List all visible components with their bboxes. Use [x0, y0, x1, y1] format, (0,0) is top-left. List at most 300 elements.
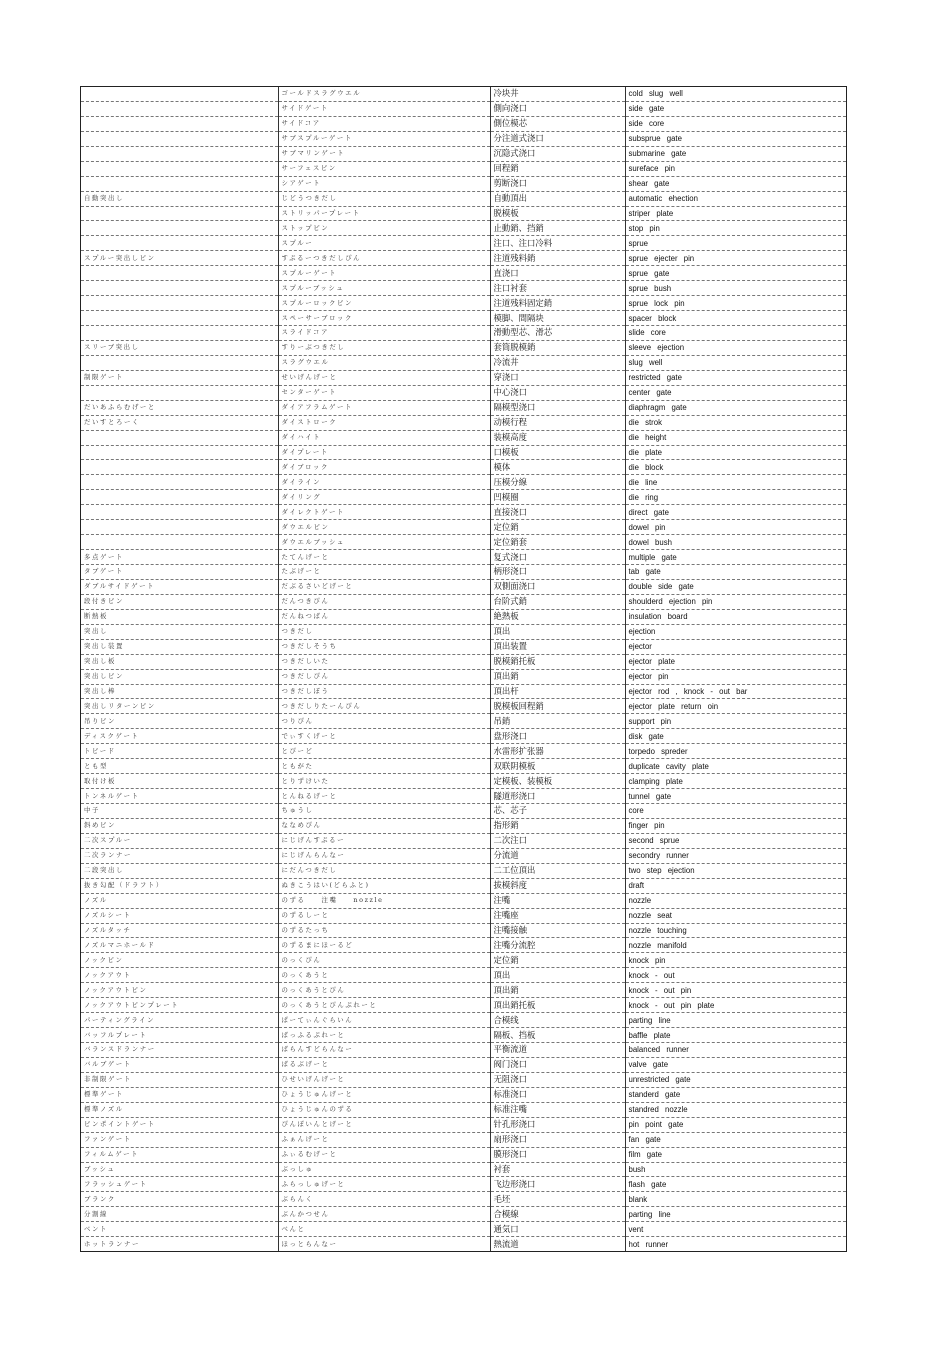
- chinese-term-cell: 模体: [490, 460, 625, 475]
- table-row: [81, 968, 846, 983]
- kana-reading-cell: たてんげーと: [278, 550, 490, 565]
- kanji-term-cell: [81, 445, 278, 460]
- kana-reading-cell: ちゅうし: [278, 804, 490, 819]
- table-row: [81, 385, 846, 400]
- kanji-term-cell: 突出し板: [81, 654, 278, 669]
- table-row: [81, 131, 846, 146]
- english-term-cell: core: [625, 804, 846, 819]
- chinese-term-cell: 压模分線: [490, 475, 625, 490]
- kanji-term-cell: パーティングライン: [81, 1013, 278, 1028]
- kana-reading-cell: スプルーブッシュ: [278, 281, 490, 296]
- table-row: [81, 759, 846, 774]
- glossary-table: [81, 87, 846, 1251]
- kana-reading-cell: シアゲート: [278, 176, 490, 191]
- table-row: [81, 311, 846, 326]
- kanji-term-cell: 自動突出し: [81, 191, 278, 206]
- table-row: [81, 266, 846, 281]
- chinese-term-cell: 止動銷、挡銷: [490, 221, 625, 236]
- kanji-term-cell: ブッシュ: [81, 1162, 278, 1177]
- kanji-term-cell: だいすとろーく: [81, 415, 278, 430]
- table-row: [81, 908, 846, 923]
- kanji-term-cell: 二段突出し: [81, 863, 278, 878]
- kana-reading-cell: のずるまにほーるど: [278, 938, 490, 953]
- kana-reading-cell: つきだしいた: [278, 654, 490, 669]
- kana-reading-cell: じどうつきだし: [278, 191, 490, 206]
- kanji-term-cell: ノズル: [81, 893, 278, 908]
- chinese-term-cell: 动模行程: [490, 415, 625, 430]
- kana-reading-cell: とぴーど: [278, 744, 490, 759]
- kana-reading-cell: つきだし: [278, 624, 490, 639]
- english-term-cell: side gate: [625, 101, 846, 116]
- chinese-term-cell: 口模板: [490, 445, 625, 460]
- english-term-cell: nozzle manifold: [625, 938, 846, 953]
- kanji-term-cell: [81, 311, 278, 326]
- table-row: [81, 101, 846, 116]
- kana-reading-cell: スプルーゲート: [278, 266, 490, 281]
- table-row: [81, 953, 846, 968]
- chinese-term-cell: 定位銷套: [490, 535, 625, 550]
- table-row: [81, 520, 846, 535]
- kana-reading-cell: とんねるげーと: [278, 789, 490, 804]
- kana-reading-cell: ぴんぽいんとげーと: [278, 1117, 490, 1132]
- table-row: [81, 789, 846, 804]
- english-term-cell: vent: [625, 1222, 846, 1237]
- table-row: [81, 535, 846, 550]
- kana-reading-cell: のずるしーと: [278, 908, 490, 923]
- chinese-term-cell: 頂出: [490, 968, 625, 983]
- english-term-cell: ejection: [625, 624, 846, 639]
- chinese-term-cell: 沉隐式浇口: [490, 146, 625, 161]
- kanji-term-cell: 標準ノズル: [81, 1102, 278, 1117]
- english-term-cell: nozzle touching: [625, 923, 846, 938]
- table-row: [81, 326, 846, 341]
- kana-reading-cell: ひょうじゅんのずる: [278, 1102, 490, 1117]
- table-row: [81, 116, 846, 131]
- english-term-cell: ejector pin: [625, 669, 846, 684]
- english-term-cell: standerd gate: [625, 1087, 846, 1102]
- kanji-term-cell: 突出しピン: [81, 669, 278, 684]
- kana-reading-cell: ぬきこうはい(どらふと): [278, 878, 490, 893]
- table-row: [81, 1117, 846, 1132]
- kana-reading-cell: サブスプルーゲート: [278, 131, 490, 146]
- table-row: [81, 699, 846, 714]
- table-row: [81, 565, 846, 580]
- kana-reading-cell: サブマリンゲート: [278, 146, 490, 161]
- chinese-term-cell: 熱流道: [490, 1237, 625, 1251]
- chinese-term-cell: 凹模圈: [490, 490, 625, 505]
- chinese-term-cell: 注口衬套: [490, 281, 625, 296]
- kanji-term-cell: だいあふらむげーと: [81, 400, 278, 415]
- english-term-cell: die line: [625, 475, 846, 490]
- chinese-term-cell: 台阶式銷: [490, 594, 625, 609]
- kana-reading-cell: スプルーロックピン: [278, 296, 490, 311]
- kanji-term-cell: ホットランナー: [84, 1239, 140, 1248]
- english-term-cell: sprue ejecter pin: [625, 251, 846, 266]
- table-row: [81, 878, 846, 893]
- kanji-term-cell: ノズルタッチ: [81, 923, 278, 938]
- english-term-cell: side core: [625, 116, 846, 131]
- kanji-term-cell: 斜めピン: [81, 818, 278, 833]
- chinese-term-cell: 隔板、挡板: [490, 1028, 625, 1043]
- english-term-cell: valve gate: [625, 1057, 846, 1072]
- table-row: [81, 87, 846, 101]
- english-term-cell: striper plate: [625, 206, 846, 221]
- chinese-term-cell: 側向浇口: [490, 101, 625, 116]
- chinese-term-cell: 扇形浇口: [490, 1132, 625, 1147]
- chinese-term-cell: 双側面浇口: [490, 579, 625, 594]
- kanji-term-cell: ベント: [81, 1222, 278, 1237]
- kanji-term-cell: [81, 281, 278, 296]
- kanji-term-cell: 二次スプルー: [81, 833, 278, 848]
- table-row: [81, 1207, 846, 1222]
- kana-reading-cell: のずるたっち: [278, 923, 490, 938]
- kana-reading-cell: のっくあうとぴん: [278, 983, 490, 998]
- english-term-cell: restricted gate: [625, 370, 846, 385]
- kana-reading-cell: スプルー: [278, 236, 490, 251]
- table-row: [81, 460, 846, 475]
- kana-reading-cell: ばらんすどらんなー: [278, 1043, 490, 1058]
- table-row: [81, 729, 846, 744]
- english-term-cell: die height: [625, 430, 846, 445]
- table-row: [81, 370, 846, 385]
- chinese-term-cell: 冷流井: [490, 355, 625, 370]
- kanji-term-cell: [81, 146, 278, 161]
- kana-reading-cell: つきだしぼう: [278, 684, 490, 699]
- table-row: [81, 176, 846, 191]
- english-term-cell: die strok: [625, 415, 846, 430]
- kana-reading-cell: サイドゲート: [278, 101, 490, 116]
- table-row: [81, 923, 846, 938]
- kana-reading-cell: ダウエルピン: [278, 520, 490, 535]
- english-term-cell: pin point gate: [625, 1117, 846, 1132]
- chinese-term-cell: 针孔形浇口: [490, 1117, 625, 1132]
- english-term-cell: insulation board: [625, 609, 846, 624]
- table-row: [81, 1013, 846, 1028]
- kana-reading-cell: にじげんらんなー: [278, 848, 490, 863]
- table-row: [81, 550, 846, 565]
- english-term-cell: tunnel gate: [625, 789, 846, 804]
- table-row: [81, 1043, 846, 1058]
- kana-reading-cell: ともがた: [278, 759, 490, 774]
- english-term-cell: finger pin: [625, 818, 846, 833]
- kanji-term-cell: ノックアウトピン: [81, 983, 278, 998]
- table-row: [81, 296, 846, 311]
- kana-reading-cell: ぶらんく: [278, 1192, 490, 1207]
- kanji-term-cell: [81, 101, 278, 116]
- kanji-term-cell: バルブゲート: [81, 1057, 278, 1072]
- chinese-term-cell: 滑動型芯、滑芯: [490, 326, 625, 341]
- kanji-term-cell: [81, 236, 278, 251]
- english-term-cell: stop pin: [625, 221, 846, 236]
- english-term-cell: parting line: [625, 1207, 846, 1222]
- chinese-term-cell: 注口、注口冷料: [490, 236, 625, 251]
- table-row: [81, 445, 846, 460]
- chinese-term-cell: 毛坯: [490, 1192, 625, 1207]
- kana-reading-cell: ふぁんげーと: [278, 1132, 490, 1147]
- kana-reading-cell: べんと: [278, 1222, 490, 1237]
- english-term-cell: tab gate: [625, 565, 846, 580]
- english-term-cell: second sprue: [625, 833, 846, 848]
- kanji-term-cell: [81, 475, 278, 490]
- table-row: [81, 1192, 846, 1207]
- english-term-cell: torpedo spreder: [625, 744, 846, 759]
- kanji-term-cell: 多点ゲート: [81, 550, 278, 565]
- table-row: [81, 1222, 846, 1237]
- english-term-cell: shear gate: [625, 176, 846, 191]
- table-row: [81, 1147, 846, 1162]
- chinese-term-cell: 无阻浇口: [490, 1072, 625, 1087]
- english-term-cell: dowel pin: [625, 520, 846, 535]
- table-row: [81, 475, 846, 490]
- table-row: [81, 206, 846, 221]
- kanji-term-cell: スプルー突出しピン: [81, 251, 278, 266]
- kana-reading-cell: ぱーてぃんぐらいん: [278, 1013, 490, 1028]
- kana-reading-cell: でぃすくげーと: [278, 729, 490, 744]
- table-row: [81, 624, 846, 639]
- kana-reading-cell: スペーサーブロック: [278, 311, 490, 326]
- table-row: [81, 191, 846, 206]
- kana-reading-cell: ふらっしゅげーと: [278, 1177, 490, 1192]
- english-term-cell: knock - out pin: [625, 983, 846, 998]
- chinese-term-cell: 二次注口: [490, 833, 625, 848]
- table-row: [81, 1028, 846, 1043]
- english-term-cell: ejector plate return oin: [625, 699, 846, 714]
- chinese-term-cell: 中心浇口: [490, 385, 625, 400]
- table-row: [81, 251, 846, 266]
- chinese-term-cell: 双联阴模板: [490, 759, 625, 774]
- kana-reading-cell: ゴールドスラグウエル: [278, 87, 490, 101]
- table-row: [81, 609, 846, 624]
- chinese-term-cell: 冷块井: [490, 87, 625, 101]
- kanji-term-cell: [81, 385, 278, 400]
- chinese-term-cell: 指形銷: [490, 818, 625, 833]
- kanji-term-cell: とも型: [81, 759, 278, 774]
- table-row: [81, 594, 846, 609]
- chinese-term-cell: 注嘴座: [490, 908, 625, 923]
- chinese-term-cell: 回程銷: [490, 161, 625, 176]
- english-term-cell: center gate: [625, 385, 846, 400]
- chinese-term-cell: 通気口: [490, 1222, 625, 1237]
- kanji-term-cell: 断熱板: [81, 609, 278, 624]
- table-row: [81, 1132, 846, 1147]
- kana-reading-cell: ダイブロック: [278, 460, 490, 475]
- chinese-term-cell: 模脚、間隔块: [490, 311, 625, 326]
- table-row: [81, 893, 846, 908]
- english-term-cell: nozzle seat: [625, 908, 846, 923]
- kanji-term-cell: [81, 430, 278, 445]
- kana-reading-cell: たぶげーと: [278, 565, 490, 580]
- chinese-term-cell: 合模線: [490, 1207, 625, 1222]
- table-row: [81, 1177, 846, 1192]
- english-term-cell: die block: [625, 460, 846, 475]
- english-term-cell: ejector plate: [625, 654, 846, 669]
- english-term-cell: multiple gate: [625, 550, 846, 565]
- english-term-cell: clamping plate: [625, 774, 846, 789]
- english-term-cell: die ring: [625, 490, 846, 505]
- kanji-term-cell: スリーブ突出し: [81, 340, 278, 355]
- table-row: [81, 505, 846, 520]
- english-term-cell: slide core: [625, 326, 846, 341]
- kanji-term-cell: 突出し: [81, 624, 278, 639]
- table-row: [81, 983, 846, 998]
- kanji-term-cell: 突出し装置: [81, 639, 278, 654]
- kanji-term-cell: バランスドランナー: [81, 1043, 278, 1058]
- kana-reading-cell: つきだしりたーんぴん: [278, 699, 490, 714]
- english-term-cell: ejector: [625, 639, 846, 654]
- table-row: [81, 1102, 846, 1117]
- english-term-cell: diaphragm gate: [625, 400, 846, 415]
- kana-reading-cell: すりーぶつきだし: [278, 340, 490, 355]
- table-row: [81, 579, 846, 594]
- kanji-term-cell: 二次ランナー: [81, 848, 278, 863]
- english-term-cell: standred nozzle: [625, 1102, 846, 1117]
- kana-reading-cell: センターゲート: [278, 385, 490, 400]
- chinese-term-cell: 注道残料固定銷: [490, 296, 625, 311]
- table-row: [81, 281, 846, 296]
- chinese-term-cell: 直浇口: [490, 266, 625, 281]
- table-row: [81, 430, 846, 445]
- kanji-term-cell: フラッシュゲート: [81, 1177, 278, 1192]
- kanji-term-cell: トピード: [81, 744, 278, 759]
- table-row: [81, 848, 846, 863]
- kanji-term-cell: 突出し棒: [81, 684, 278, 699]
- kana-reading-cell: スライドコア: [278, 326, 490, 341]
- chinese-term-cell: 水雷形扩张器: [490, 744, 625, 759]
- kana-reading-cell: のっくあうと: [278, 968, 490, 983]
- kanji-term-cell: タブゲート: [81, 565, 278, 580]
- kana-reading-cell: つきだしそうち: [278, 639, 490, 654]
- chinese-term-cell: 脱模銷托板: [490, 654, 625, 669]
- kanji-term-cell: [81, 460, 278, 475]
- chinese-term-cell: 分注道式浇口: [490, 131, 625, 146]
- chinese-term-cell: 注嘴接触: [490, 923, 625, 938]
- table-row: [81, 221, 846, 236]
- kanji-term-cell: 標準ゲート: [81, 1087, 278, 1102]
- kanji-term-cell: 突出しリターンピン: [81, 699, 278, 714]
- table-row: [81, 1162, 846, 1177]
- kanji-term-cell: 制限ゲート: [81, 370, 278, 385]
- chinese-term-cell: 膜形浇口: [490, 1147, 625, 1162]
- chinese-term-cell: 頂出銷: [490, 983, 625, 998]
- kanji-term-cell: [81, 221, 278, 236]
- chinese-term-cell: 隧道形浇口: [490, 789, 625, 804]
- kana-reading-cell: のずる 注嘴 nozzle: [278, 893, 490, 908]
- chinese-term-cell: 脱模板: [490, 206, 625, 221]
- kana-reading-cell: ダウエルブッシュ: [278, 535, 490, 550]
- kanji-term-cell: 段付きピン: [81, 594, 278, 609]
- kana-reading-cell: ストップピン: [278, 221, 490, 236]
- kanji-term-cell: [81, 131, 278, 146]
- table-row: [81, 833, 846, 848]
- english-term-cell: automatic ehection: [625, 191, 846, 206]
- kanji-term-cell: [81, 116, 278, 131]
- english-term-cell: sprue lock pin: [625, 296, 846, 311]
- chinese-term-cell: 分流道: [490, 848, 625, 863]
- kanji-term-cell: ピンポイントゲート: [81, 1117, 278, 1132]
- kanji-term-cell: ノックアウトピンプレート: [81, 998, 278, 1013]
- glossary-sheet: [80, 86, 847, 1252]
- kanji-term-cell: [81, 176, 278, 191]
- kanji-term-cell: ノズルシート: [81, 908, 278, 923]
- english-term-cell: knock - out: [625, 968, 846, 983]
- chinese-term-cell: 絶熱板: [490, 609, 625, 624]
- kana-reading-cell: ダイハイト: [278, 430, 490, 445]
- chinese-term-cell: 吊銷: [490, 714, 625, 729]
- kana-reading-cell: のっくあうとぴんぷれーと: [278, 998, 490, 1013]
- kanji-term-cell: [81, 206, 278, 221]
- english-term-cell: parting line: [625, 1013, 846, 1028]
- table-row: [81, 1087, 846, 1102]
- english-term-cell: subsprue gate: [625, 131, 846, 146]
- english-term-cell: sleeve ejection: [625, 340, 846, 355]
- english-term-cell: film gate: [625, 1147, 846, 1162]
- table-row: [81, 863, 846, 878]
- kanji-term-cell: ファンゲート: [81, 1132, 278, 1147]
- kanji-term-cell: 非制限ゲート: [81, 1072, 278, 1087]
- chinese-term-cell: 阀门浇口: [490, 1057, 625, 1072]
- kana-reading-cell: のっくぴん: [278, 953, 490, 968]
- table-row: [81, 400, 846, 415]
- english-term-cell: two step ejection: [625, 863, 846, 878]
- kana-reading-cell: スラグウエル: [278, 355, 490, 370]
- table-row: [81, 1237, 846, 1251]
- kanji-term-cell: ノックピン: [81, 953, 278, 968]
- chinese-term-cell: 側位模芯: [490, 116, 625, 131]
- english-term-cell: cold slug well: [625, 87, 846, 101]
- kana-reading-cell: にじげんすぷるー: [278, 833, 490, 848]
- kana-reading-cell: ふぃるむげーと: [278, 1147, 490, 1162]
- table-row: [81, 744, 846, 759]
- chinese-term-cell: 定模板、装模板: [490, 774, 625, 789]
- chinese-term-cell: 拔模斜度: [490, 878, 625, 893]
- english-term-cell: submarine gate: [625, 146, 846, 161]
- chinese-term-cell: 定位銷: [490, 520, 625, 535]
- table-row: [81, 669, 846, 684]
- kanji-term-cell: フィルムゲート: [81, 1147, 278, 1162]
- english-term-cell: knock pin: [625, 953, 846, 968]
- kanji-term-cell: ディスクゲート: [81, 729, 278, 744]
- chinese-term-cell: 飞边形浇口: [490, 1177, 625, 1192]
- chinese-term-cell: 套筒脱模銷: [490, 340, 625, 355]
- chinese-term-cell: 頂出銷托板: [490, 998, 625, 1013]
- table-row: [81, 639, 846, 654]
- english-term-cell: sprue: [625, 236, 846, 251]
- chinese-term-cell: 隔模型浇口: [490, 400, 625, 415]
- kana-reading-cell: だんつきぴん: [278, 594, 490, 609]
- chinese-term-cell: 标准浇口: [490, 1087, 625, 1102]
- english-term-cell: ejector rod , knock - out bar: [625, 684, 846, 699]
- kanji-term-cell: ノックアウト: [81, 968, 278, 983]
- chinese-term-cell: 自動頂出: [490, 191, 625, 206]
- english-term-cell: shoulderd ejection pin: [625, 594, 846, 609]
- chinese-term-cell: 盘形浇口: [490, 729, 625, 744]
- english-term-cell: draft: [625, 878, 846, 893]
- chinese-term-cell: 二工位頂出: [490, 863, 625, 878]
- english-term-cell: hot runner: [625, 1237, 846, 1251]
- kanji-term-cell: [81, 520, 278, 535]
- chinese-term-cell: 注道残料銷: [490, 251, 625, 266]
- chinese-term-cell: 剪断浇口: [490, 176, 625, 191]
- table-row: [81, 340, 846, 355]
- kana-reading-cell: ばるぶげーと: [278, 1057, 490, 1072]
- chinese-term-cell: 頂出銷: [490, 669, 625, 684]
- chinese-term-cell: 直接浇口: [490, 505, 625, 520]
- chinese-term-cell: 平衡流道: [490, 1043, 625, 1058]
- chinese-term-cell: 頂出装置: [490, 639, 625, 654]
- table-row: [81, 236, 846, 251]
- kanji-term-cell: トンネルゲート: [81, 789, 278, 804]
- kanji-term-cell: [81, 161, 278, 176]
